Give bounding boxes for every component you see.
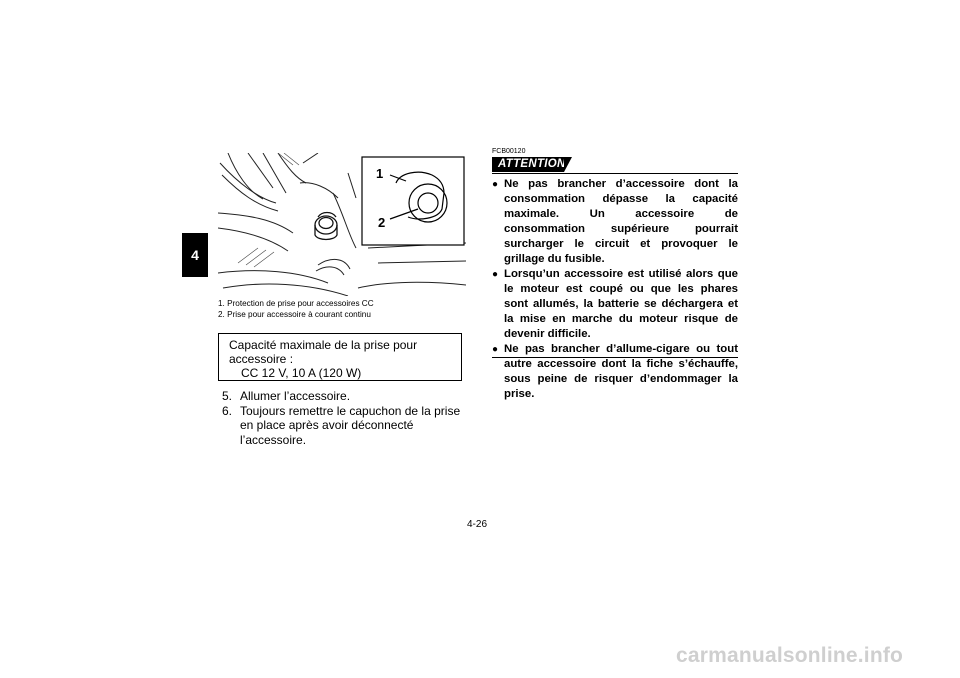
caution-item [492, 267, 738, 342]
bullet-icon: ● [492, 179, 499, 190]
socket-illustration [218, 153, 466, 296]
step-item [222, 389, 466, 404]
watermark-link[interactable]: carmanualsonline.info [676, 644, 904, 667]
step-list [222, 389, 466, 447]
caution-header [492, 157, 738, 174]
figure-caption [218, 298, 478, 320]
caution-label: ATTENTION [492, 157, 564, 172]
callout-1: 1 [376, 166, 384, 181]
spec-line-1: Capacité maximale de la prise pour [229, 338, 418, 352]
caution-end-rule [492, 357, 738, 358]
step-item [222, 404, 466, 448]
caution-code: FCB00120 [492, 148, 526, 155]
caption-item-2: 2. Prise pour accessoire à courant continu [218, 310, 371, 319]
accessory-socket-figure [218, 153, 466, 296]
caution-body [492, 177, 738, 402]
caution-item-text: Lorsqu’un accessoire est utilisé alors que le moteur est coupé ou que les phares sont allumés, la batterie se déchargera et la mise en marche du moteur risque de devenir difficile. [504, 268, 738, 340]
caution-item [492, 177, 738, 267]
caution-item-text: Ne pas brancher d’accessoire dont la consommation dépasse la capacité maximale. Un accessoire de consommation supérieure pourrait surcharger le circuit et provoquer le grillage du fusible. [504, 178, 738, 265]
callout-2: 2 [378, 215, 386, 230]
page-number: 4-26 [467, 519, 488, 530]
step-number: 6. [222, 403, 233, 418]
bullet-icon: ● [492, 344, 499, 355]
caption-item-1: 1. Protection de prise pour accessoires CC [218, 299, 374, 308]
spec-line-2: accessoire : [229, 352, 294, 366]
step-number: 5. [222, 389, 233, 403]
bullet-icon: ● [492, 269, 499, 280]
spec-value: CC 12 V, 10 A (120 W) [241, 366, 362, 380]
spec-box [218, 333, 462, 381]
chapter-tab [182, 233, 208, 277]
caution-item-text: Ne pas brancher d’allume-cigare ou tout autre accessoire dont la fiche s’échauffe, sous peine de risquer d’endommager la prise. [504, 343, 738, 400]
step-text: Allumer l’accessoire. [240, 389, 351, 403]
step-text: Toujours remettre le capuchon de la prise en place après avoir déconnecté l’accessoire. [240, 403, 461, 447]
caution-item [492, 342, 738, 402]
chapter-number: 4 [191, 247, 199, 263]
